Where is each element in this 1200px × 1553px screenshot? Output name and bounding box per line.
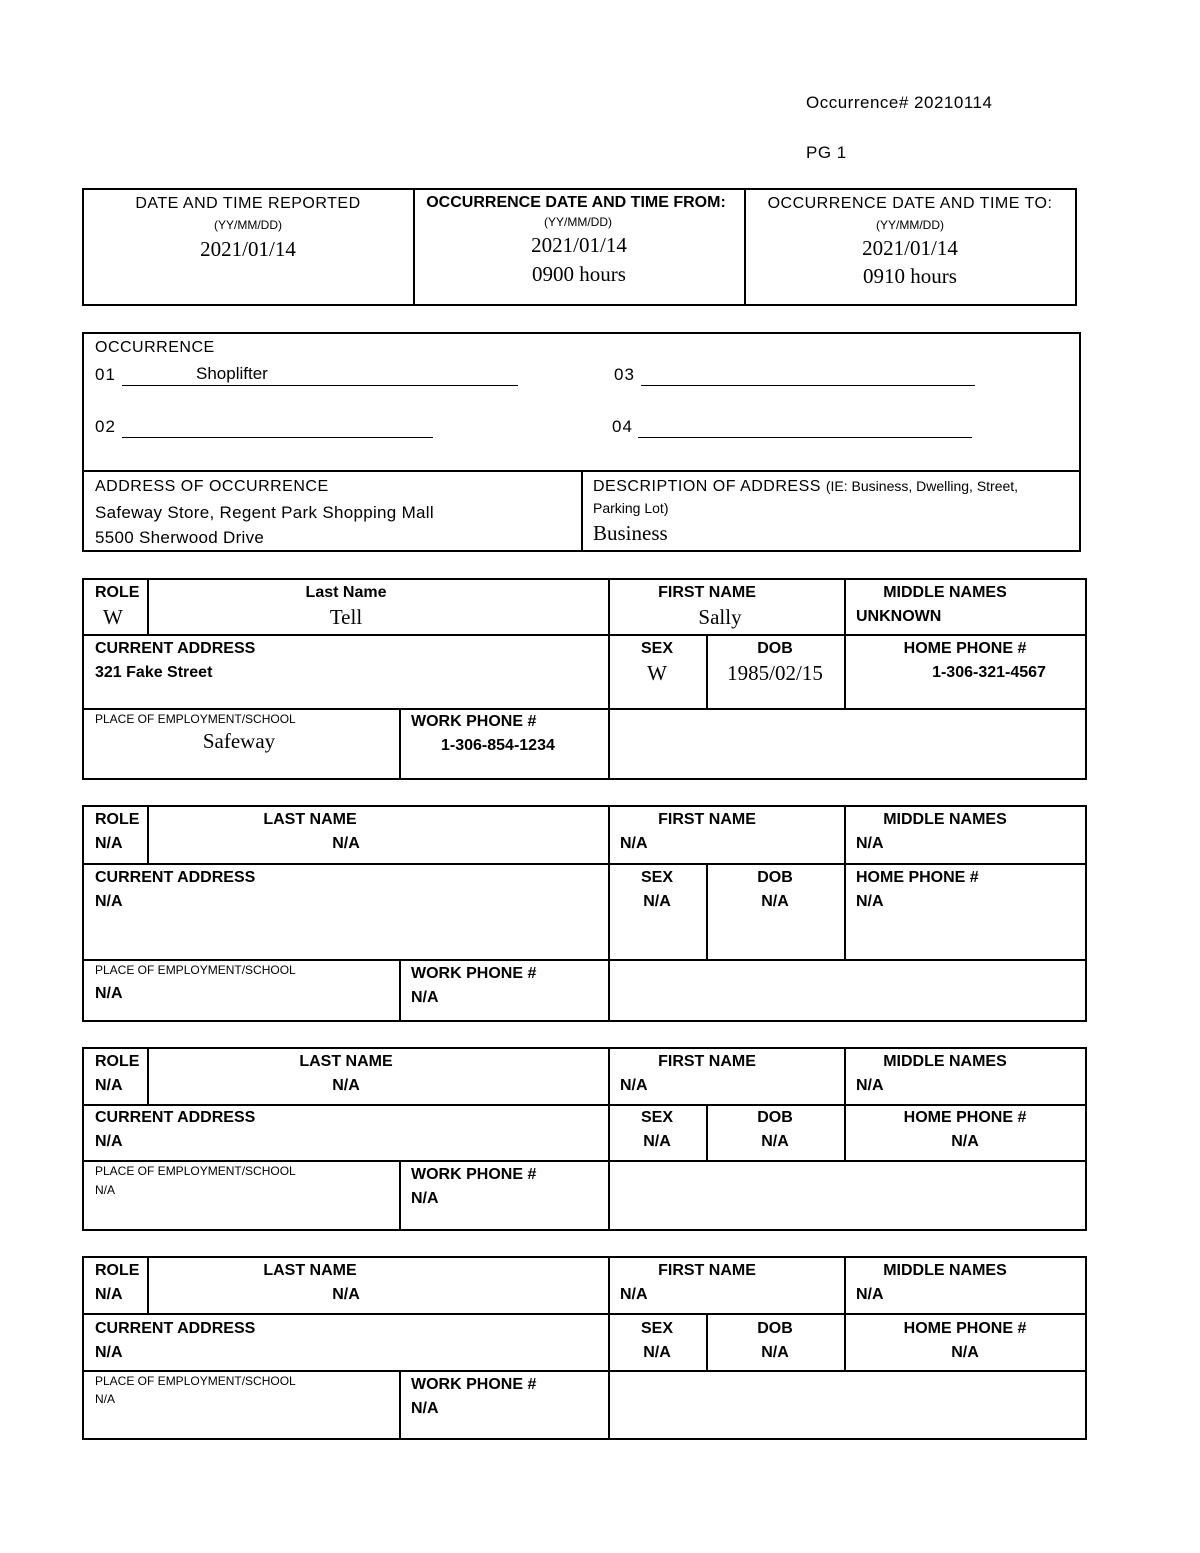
description-value: Business: [593, 521, 668, 545]
p2-last-label: LAST NAME: [263, 811, 357, 828]
from-label: OCCURRENCE DATE AND TIME FROM:: [426, 194, 726, 211]
p1-first-label: FIRST NAME: [658, 584, 756, 601]
page-number: PG 1: [806, 143, 847, 162]
p3-address-value: N/A: [95, 1133, 123, 1150]
divider: [413, 188, 415, 306]
divider: [82, 634, 1087, 636]
p4-home-value: N/A: [951, 1344, 979, 1361]
p4-first-label: FIRST NAME: [658, 1262, 756, 1279]
p1-sex-label: SEX: [640, 640, 674, 657]
to-date: 2021/01/14: [862, 236, 958, 260]
p1-middle-value: UNKNOWN: [856, 608, 942, 625]
description-hint2: Parking Lot): [593, 500, 669, 516]
person-card-3: [82, 1047, 1087, 1231]
divider: [844, 1047, 846, 1160]
divider: [82, 708, 1087, 710]
p4-last-label: LAST NAME: [263, 1262, 357, 1279]
address-label: ADDRESS OF OCCURRENCE: [95, 478, 329, 495]
p3-first-label: FIRST NAME: [658, 1053, 756, 1070]
p1-first-value: Sally: [698, 605, 742, 629]
reported-format: (YY/MM/DD): [214, 218, 282, 232]
divider: [147, 578, 149, 634]
divider: [844, 1256, 846, 1370]
reported-date: 2021/01/14: [200, 237, 296, 261]
p3-dob-value: N/A: [761, 1133, 789, 1150]
p1-role-label: ROLE: [95, 584, 140, 601]
p1-home-value: 1-306-321-4567: [932, 664, 1046, 681]
p2-employment-value: N/A: [95, 985, 123, 1002]
p4-dob-value: N/A: [761, 1344, 789, 1361]
p2-role-label: ROLE: [95, 811, 140, 828]
p2-home-label: HOME PHONE #: [856, 869, 979, 886]
p1-work-label: WORK PHONE #: [411, 713, 537, 730]
divider: [399, 1370, 401, 1440]
divider: [608, 578, 610, 780]
person-card-2: [82, 805, 1087, 1022]
divider: [82, 1370, 1087, 1372]
p3-middle-value: N/A: [856, 1077, 884, 1094]
divider: [82, 1104, 1087, 1106]
p3-home-value: N/A: [951, 1133, 979, 1150]
p4-employment-label: PLACE OF EMPLOYMENT/SCHOOL: [95, 1374, 296, 1388]
p1-employment-label: PLACE OF EMPLOYMENT/SCHOOL: [95, 712, 296, 726]
occurrence-01-value: Shoplifter: [196, 364, 268, 383]
p4-work-value: N/A: [411, 1400, 439, 1417]
from-time: 0900 hours: [532, 262, 626, 286]
p3-last-label: LAST NAME: [299, 1053, 393, 1070]
divider: [706, 1313, 708, 1370]
occurrence-number: Occurrence# 20210114: [806, 93, 993, 112]
divider: [147, 805, 149, 863]
p4-middle-label: MIDDLE NAMES: [883, 1262, 1007, 1279]
p2-work-value: N/A: [411, 989, 439, 1006]
p1-last-value: Tell: [329, 605, 363, 629]
divider: [82, 863, 1087, 865]
occurrence-03-line: [641, 385, 975, 386]
reported-label: DATE AND TIME REPORTED: [135, 195, 361, 212]
p1-sex-value: W: [647, 661, 667, 685]
p1-dob-label: DOB: [757, 640, 793, 657]
divider: [147, 1047, 149, 1104]
from-format: (YY/MM/DD): [544, 215, 612, 229]
to-time: 0910 hours: [863, 264, 957, 288]
p2-last-value: N/A: [332, 835, 360, 852]
p3-middle-label: MIDDLE NAMES: [883, 1053, 1007, 1070]
p3-employment-label: PLACE OF EMPLOYMENT/SCHOOL: [95, 1164, 296, 1178]
p3-employment-value: N/A: [95, 1183, 116, 1197]
description-label-text: DESCRIPTION OF ADDRESS: [593, 478, 821, 495]
p2-dob-value: N/A: [761, 893, 789, 910]
description-label: [593, 478, 1018, 496]
p1-home-label: HOME PHONE #: [903, 640, 1027, 657]
p4-role-label: ROLE: [95, 1262, 140, 1279]
occurrence-01-num: 01: [95, 365, 116, 384]
p4-middle-value: N/A: [856, 1286, 884, 1303]
p4-sex-label: SEX: [640, 1320, 674, 1337]
p2-middle-value: N/A: [856, 835, 884, 852]
occurrence-01-line: [122, 385, 518, 386]
divider: [844, 578, 846, 708]
divider: [399, 959, 401, 1022]
p3-role-label: ROLE: [95, 1053, 140, 1070]
p4-dob-label: DOB: [757, 1320, 793, 1337]
p4-last-value: N/A: [332, 1286, 360, 1303]
p1-last-label: Last Name: [305, 584, 387, 601]
occurrence-label: OCCURRENCE: [95, 339, 215, 356]
p2-work-label: WORK PHONE #: [411, 965, 537, 982]
p1-employment-value: Safeway: [202, 729, 276, 753]
p4-address-value: N/A: [95, 1344, 123, 1361]
divider: [82, 1160, 1087, 1162]
divider: [608, 805, 610, 1022]
p3-role-value: N/A: [95, 1077, 123, 1094]
p2-home-value: N/A: [856, 893, 884, 910]
p2-address-label: CURRENT ADDRESS: [95, 869, 256, 886]
p2-address-value: N/A: [95, 893, 123, 910]
divider: [608, 1256, 610, 1440]
p3-dob-label: DOB: [757, 1109, 793, 1126]
occurrence-04-line: [638, 437, 972, 438]
p4-address-label: CURRENT ADDRESS: [95, 1320, 256, 1337]
divider: [82, 1313, 1087, 1315]
to-label: OCCURRENCE DATE AND TIME TO:: [767, 195, 1053, 212]
p2-first-value: N/A: [620, 835, 648, 852]
p4-employment-value: N/A: [95, 1392, 116, 1406]
from-date: 2021/01/14: [531, 233, 627, 257]
to-format: (YY/MM/DD): [876, 218, 944, 232]
p3-sex-label: SEX: [640, 1109, 674, 1126]
address-line2: 5500 Sherwood Drive: [95, 528, 265, 547]
p2-employment-label: PLACE OF EMPLOYMENT/SCHOOL: [95, 963, 296, 977]
occurrence-04-num: 04: [612, 417, 633, 436]
divider: [147, 1256, 149, 1313]
p2-role-value: N/A: [95, 835, 123, 852]
p3-address-label: CURRENT ADDRESS: [95, 1109, 256, 1126]
divider: [706, 1104, 708, 1160]
occurrence-03-num: 03: [614, 365, 635, 384]
divider: [399, 1160, 401, 1231]
p1-work-value: 1-306-854-1234: [441, 737, 555, 754]
p3-work-label: WORK PHONE #: [411, 1166, 537, 1183]
divider: [608, 1047, 610, 1231]
address-line1: Safeway Store, Regent Park Shopping Mall: [95, 503, 434, 522]
p4-sex-value: N/A: [643, 1344, 671, 1361]
divider: [844, 805, 846, 959]
divider: [82, 959, 1087, 961]
divider: [581, 470, 583, 552]
p1-middle-label: MIDDLE NAMES: [883, 584, 1007, 601]
person-card-4: [82, 1256, 1087, 1440]
description-hint: (IE: Business, Dwelling, Street,: [825, 478, 1019, 494]
p4-first-value: N/A: [620, 1286, 648, 1303]
p2-sex-value: N/A: [643, 893, 671, 910]
p1-address-value: 321 Fake Street: [95, 664, 213, 681]
p2-dob-label: DOB: [757, 869, 793, 886]
divider: [706, 863, 708, 959]
p2-sex-label: SEX: [640, 869, 674, 886]
p4-home-label: HOME PHONE #: [903, 1320, 1027, 1337]
p2-first-label: FIRST NAME: [658, 811, 756, 828]
occurrence-02-line: [122, 437, 433, 438]
p4-role-value: N/A: [95, 1286, 123, 1303]
divider: [744, 188, 746, 306]
divider: [399, 708, 401, 780]
occurrence-02-num: 02: [95, 417, 116, 436]
p1-role-value: W: [103, 605, 123, 629]
p1-dob-value: 1985/02/15: [727, 661, 823, 685]
p4-work-label: WORK PHONE #: [411, 1376, 537, 1393]
p3-last-value: N/A: [332, 1077, 360, 1094]
p3-home-label: HOME PHONE #: [903, 1109, 1027, 1126]
p3-work-value: N/A: [411, 1190, 439, 1207]
p2-middle-label: MIDDLE NAMES: [883, 811, 1007, 828]
p3-sex-value: N/A: [643, 1133, 671, 1150]
p1-address-label: CURRENT ADDRESS: [95, 640, 256, 657]
p3-first-value: N/A: [620, 1077, 648, 1094]
divider: [706, 634, 708, 708]
